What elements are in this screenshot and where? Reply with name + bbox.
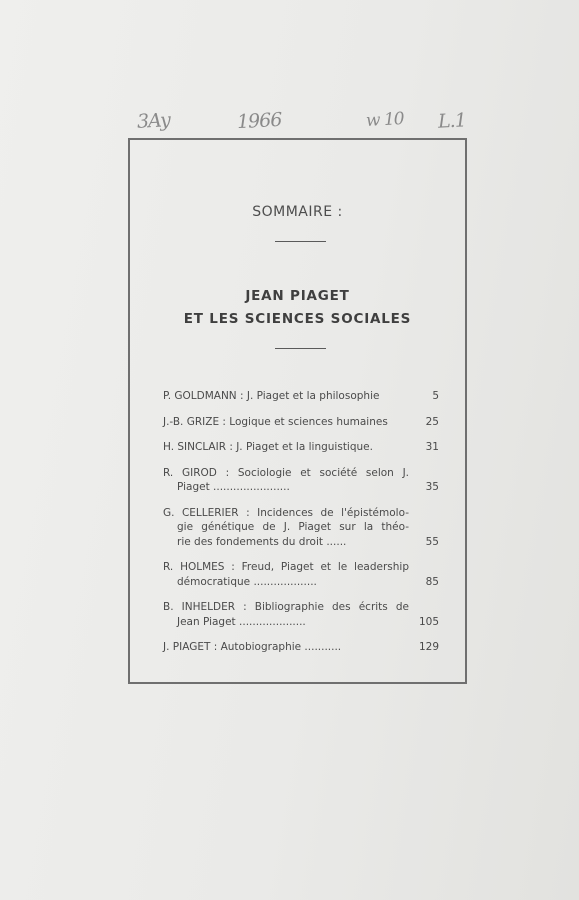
toc-entry-line: J.-B. GRIZE : Logique et sciences humaines <box>163 415 388 428</box>
toc-page-number: 85 <box>425 575 439 588</box>
issue-title-line-2: ET LES SCIENCES SOCIALES <box>183 311 412 327</box>
toc-page-number: 129 <box>418 641 439 653</box>
toc-page-number: 105 <box>418 615 439 628</box>
toc-page-number: 35 <box>425 481 439 493</box>
contents-frame <box>128 138 467 684</box>
toc-entry <box>163 600 439 629</box>
toc-entry <box>163 506 439 550</box>
handwritten-note-1: 3Ay <box>136 109 171 133</box>
toc-entry-line: B. INHELDER : Bibliographie des écrits de <box>163 601 409 613</box>
toc-entry-line: Jean Piaget .................... <box>177 615 306 628</box>
toc-entry-line: gie génétique de J. Piaget sur la théo- <box>177 521 409 533</box>
toc-entry <box>163 466 439 495</box>
toc-entry <box>163 640 439 655</box>
toc-entry <box>163 560 439 589</box>
toc-page-number: 31 <box>425 441 439 453</box>
toc-entry <box>163 389 439 404</box>
toc-entry-line: Piaget ....................... <box>177 481 290 493</box>
toc-entry <box>163 415 439 430</box>
handwritten-note-4: L.1 <box>437 109 467 133</box>
toc-page-number: 55 <box>425 535 439 548</box>
toc-entry-line: rie des fondements du droit ...... <box>177 535 347 548</box>
toc-entry-line: H. SINCLAIR : J. Piaget et la linguistique. <box>163 441 373 453</box>
issue-title-line-1: JEAN PIAGET <box>245 288 350 304</box>
contents-heading: SOMMAIRE : <box>252 204 343 220</box>
toc-page-number: 5 <box>432 390 439 402</box>
divider-rule <box>275 241 326 242</box>
toc-entry-line: démocratique ................... <box>177 575 317 588</box>
toc-entry-line: R. HOLMES : Freud, Piaget et le leadership <box>163 561 409 573</box>
toc-entry-line: P. GOLDMANN : J. Piaget et la philosophie <box>163 390 380 402</box>
handwritten-note-3: w 10 <box>365 109 405 131</box>
toc-entry <box>163 440 439 455</box>
handwritten-note-2: 1966 <box>236 108 282 134</box>
toc-entry-line: R. GIROD : Sociologie et société selon J. <box>163 466 409 479</box>
toc-entry-line: G. CELLERIER : Incidences de l'épistémolo- <box>163 506 409 519</box>
divider-rule <box>275 348 326 349</box>
table-of-contents <box>163 389 439 666</box>
toc-page-number: 25 <box>425 415 439 428</box>
toc-entry-line: J. PIAGET : Autobiographie ........... <box>163 641 342 653</box>
